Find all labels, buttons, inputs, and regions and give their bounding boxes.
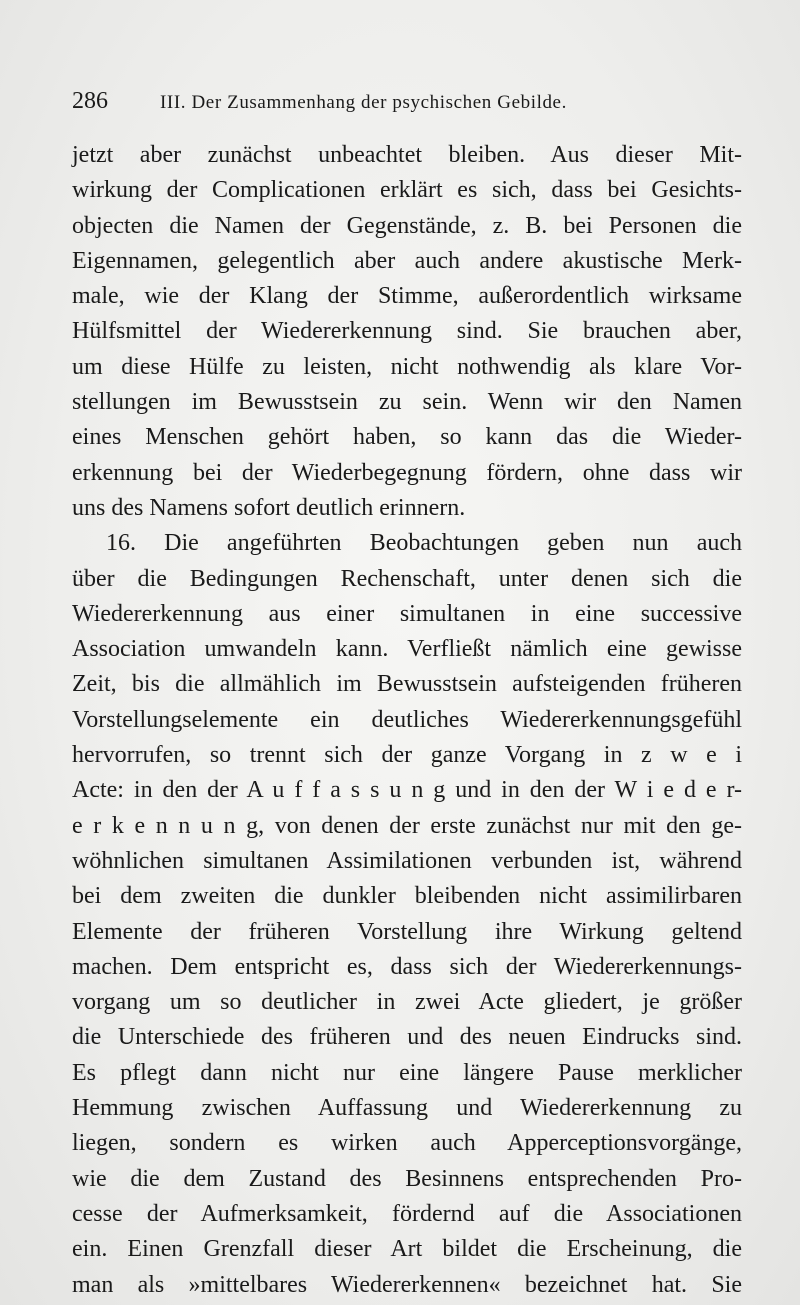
text-line: liegen, sondern es wirken auch Apperceptionsvorgänge, [72,1130,742,1157]
text-line: Hülfsmittel der Wiedererkennung sind. Sie brauchen aber, [72,318,742,345]
page-header [72,88,740,118]
text-line: Eigennamen, gelegentlich aber auch andere akustische Merk- [72,247,742,274]
text-line: jetzt aber zunächst unbeachtet bleiben. Aus dieser Mit- [72,142,742,168]
text-line: stellungen im Bewusstsein zu sein. Wenn wir den Namen [72,389,742,416]
page-number: 286 [72,88,108,114]
body-text [72,138,742,1303]
text-line: Hemmung zwischen Auffassung und Wiedererkennung zu [72,1095,742,1122]
text-line: man als »mittelbares Wiedererkennen« bezeichnet hat. Sie [72,1271,742,1298]
text-line: hervorrufen, so trennt sich der ganze Vorgang in z w e i [72,742,742,769]
text-line: male, wie der Klang der Stimme, außerordentlich wirksame [72,283,742,310]
text-line: Association umwandeln kann. Verfließt nämlich eine gewisse [72,636,742,663]
running-head: III. Der Zusammenhang der psychischen Gebilde. [160,92,567,113]
text-line: eines Menschen gehört haben, so kann das die Wieder- [72,424,742,451]
text-line: bei dem zweiten die dunkler bleibenden nicht assimilirbaren [72,883,742,910]
text-line: die Unterschiede des früheren und des neuen Eindrucks sind. [72,1024,742,1051]
text-line: ein. Einen Grenzfall dieser Art bildet die Erscheinung, die [72,1236,742,1263]
text-line: erkennung bei der Wiederbegegnung fördern, ohne dass wir [72,459,742,486]
text-line: Vorstellungselemente ein deutliches Wiedererkennungsgefühl [72,706,742,733]
text-line: um diese Hülfe zu leisten, nicht nothwendig als klare Vor- [72,353,742,380]
text-line: uns des Namens sofort deutlich erinnern. [72,494,466,521]
text-line: wirkung der Complicationen erklärt es sich, dass bei Gesichts- [72,177,742,204]
text-line: vorgang um so deutlicher in zwei Acte gliedert, je größer [72,989,742,1016]
text-line: Wiedererkennung aus einer simultanen in eine successive [72,600,742,627]
text-line: Elemente der früheren Vorstellung ihre Wirkung geltend [72,918,742,945]
text-line: Acte: in den der A u f f a s s u n g und in den der W i e d e r- [72,777,742,804]
text-line: Zeit, bis die allmählich im Bewusstsein aufsteigenden früheren [72,671,742,698]
text-line: objecten die Namen der Gegenstände, z. B. bei Personen die [72,212,742,239]
text-line: cesse der Aufmerksamkeit, fördernd auf die Associationen [72,1200,742,1227]
text-line: machen. Dem entspricht es, dass sich der Wiedererkennungs- [72,953,742,980]
text-line: über die Bedingungen Rechenschaft, unter denen sich die [72,565,742,592]
text-line: e r k e n n u n g, von denen der erste zunächst nur mit den ge- [72,812,742,839]
section-start-line: 16. Die angeführten Beobachtungen geben nun auch [106,530,742,557]
text-line: wöhnlichen simultanen Assimilationen verbunden ist, während [72,847,742,874]
text-line: Es pflegt dann nicht nur eine längere Pause merklicher [72,1059,742,1086]
text-line: wie die dem Zustand des Besinnens entsprechenden Pro- [72,1165,742,1192]
